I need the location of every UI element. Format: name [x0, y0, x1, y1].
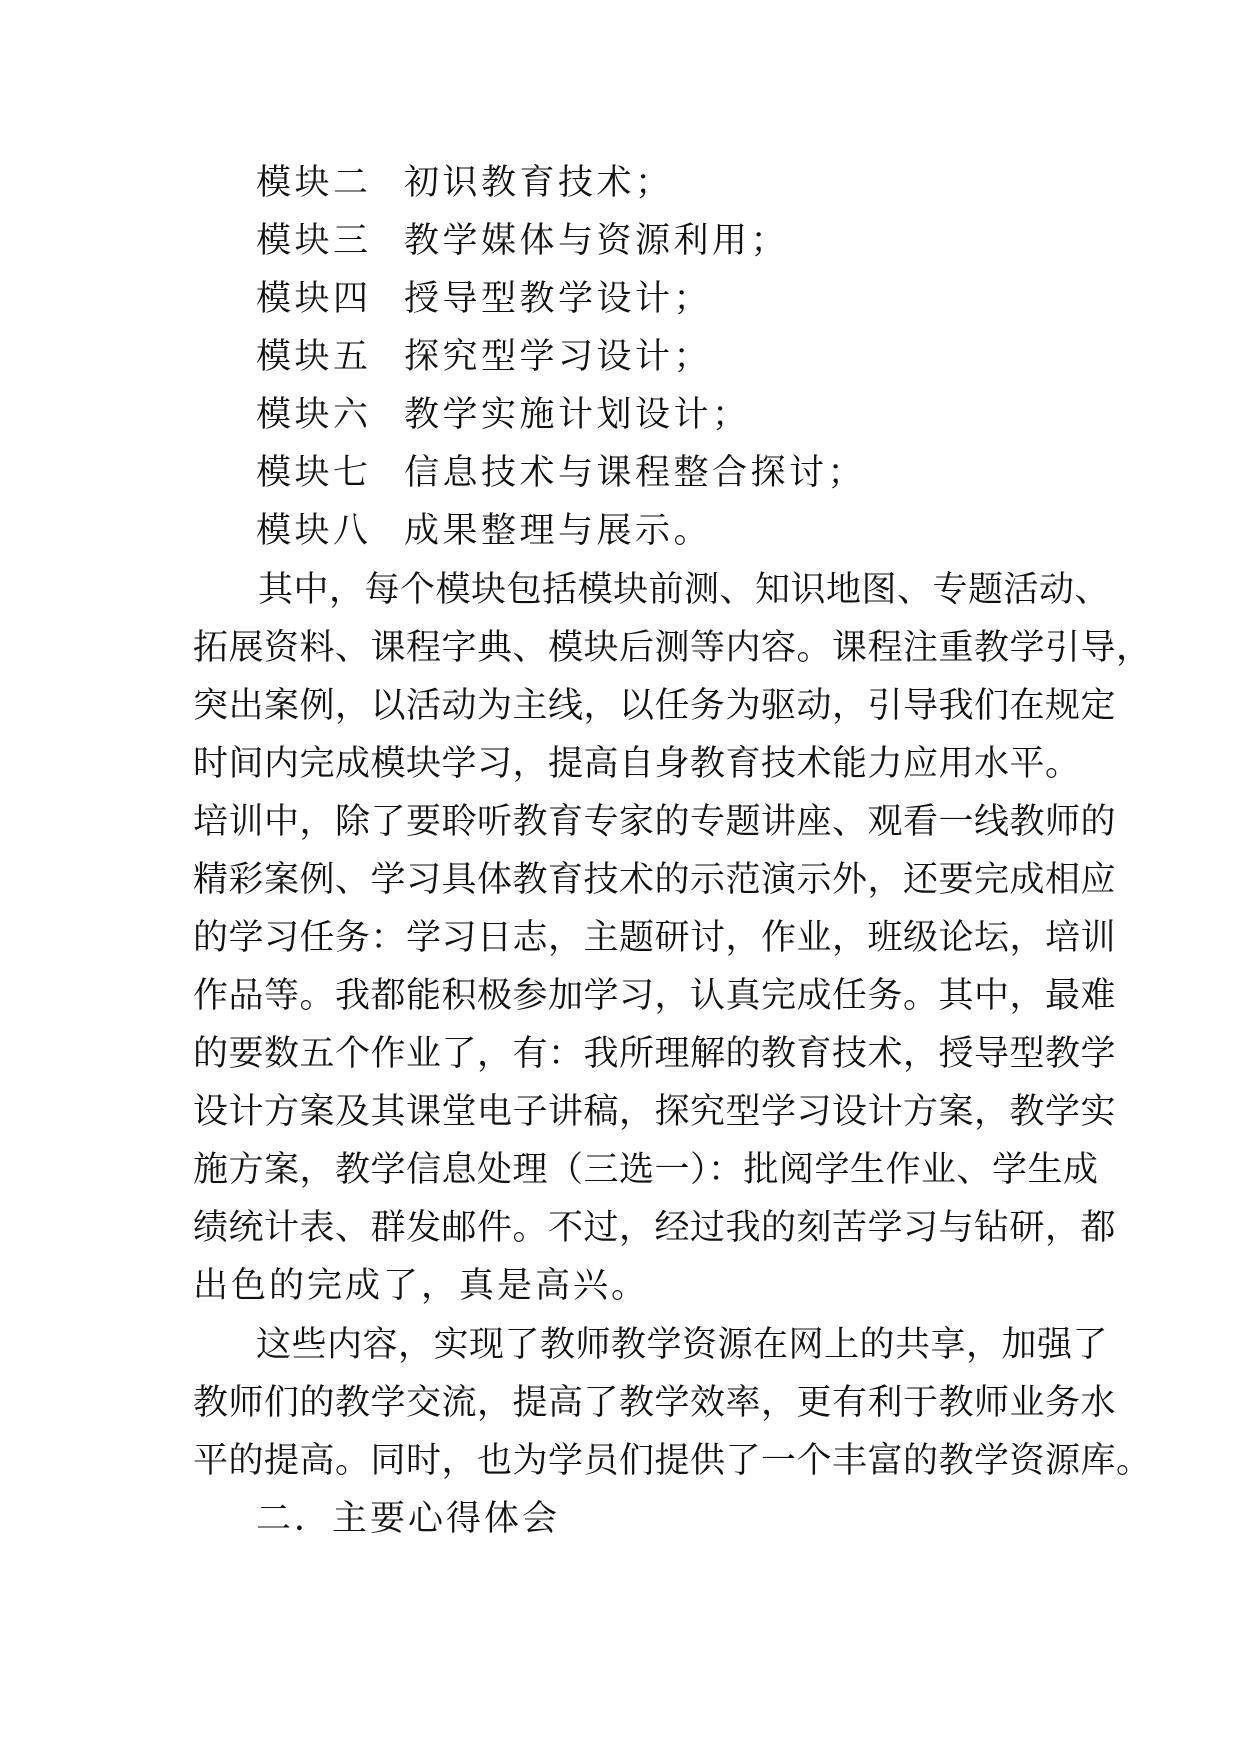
paragraph-line: 这些内容，实现了教师教学资源在网上的共享，加强了 — [256, 1325, 1109, 1365]
paragraph-line: 突出案例，以活动为主线，以任务为驱动，引导我们在规定 — [193, 686, 1117, 726]
module-name: 模块四 — [256, 279, 372, 319]
paragraph-line: 精彩案例、学习具体教育技术的示范演示外，还要完成相应 — [193, 860, 1117, 900]
module-list-item — [256, 270, 712, 328]
paragraph-line: 的要数五个作业了，有：我所理解的教育技术，授导型教学 — [193, 1034, 1117, 1074]
paragraph-line: 出色的完成了，真是高兴。 — [193, 1266, 650, 1306]
section-heading: 二．主要心得体会 — [256, 1499, 561, 1539]
paragraph-line: 其中，每个模块包括模块前测、知识地图、专题活动、 — [258, 570, 1111, 610]
paragraph-line: 平的提高。同时，也为学员们提供了一个丰富的教学资源库。 — [193, 1441, 1152, 1481]
module-title: 授导型教学设计； — [404, 279, 713, 319]
module-name: 模块八 — [256, 511, 372, 551]
module-list-item — [256, 328, 712, 386]
module-title: 成果整理与展示。 — [404, 511, 713, 551]
paragraph-line: 作品等。我都能积极参加学习，认真完成任务。其中，最难 — [193, 976, 1117, 1016]
module-list-item — [256, 154, 674, 212]
paragraph-line: 的学习任务：学习日志，主题研讨，作业，班级论坛，培训 — [193, 918, 1117, 958]
module-list-item — [256, 444, 866, 502]
module-name: 模块七 — [256, 453, 372, 493]
module-name: 模块二 — [256, 163, 372, 203]
paragraph-line: 施方案，教学信息处理（三选一）：批阅学生作业、学生成 — [193, 1150, 1099, 1190]
module-title: 教学实施计划设计； — [404, 395, 751, 435]
module-title: 初识教育技术； — [404, 163, 674, 203]
paragraph-line: 时间内完成模块学习，提高自身教育技术能力应用水平。 — [193, 744, 1081, 784]
paragraph-line: 拓展资料、课程字典、模块后测等内容。课程注重教学引导， — [193, 628, 1152, 668]
module-list-item — [256, 212, 789, 270]
paragraph-line: 教师们的教学交流，提高了教学效率，更有利于教师业务水 — [193, 1383, 1117, 1423]
paragraph-line: 绩统计表、群发邮件。不过，经过我的刻苦学习与钻研，都 — [193, 1208, 1117, 1248]
module-title: 教学媒体与资源利用； — [404, 221, 790, 261]
module-title: 探究型学习设计； — [404, 337, 713, 377]
module-name: 模块六 — [256, 395, 372, 435]
module-list-item — [256, 502, 712, 560]
module-title: 信息技术与课程整合探讨； — [404, 453, 867, 493]
module-list-item — [256, 386, 751, 444]
paragraph-line: 培训中，除了要聆听教育专家的专题讲座、观看一线教师的 — [193, 802, 1117, 842]
module-name: 模块五 — [256, 337, 372, 377]
paragraph-line: 设计方案及其课堂电子讲稿，探究型学习设计方案，教学实 — [193, 1092, 1117, 1132]
module-name: 模块三 — [256, 221, 372, 261]
